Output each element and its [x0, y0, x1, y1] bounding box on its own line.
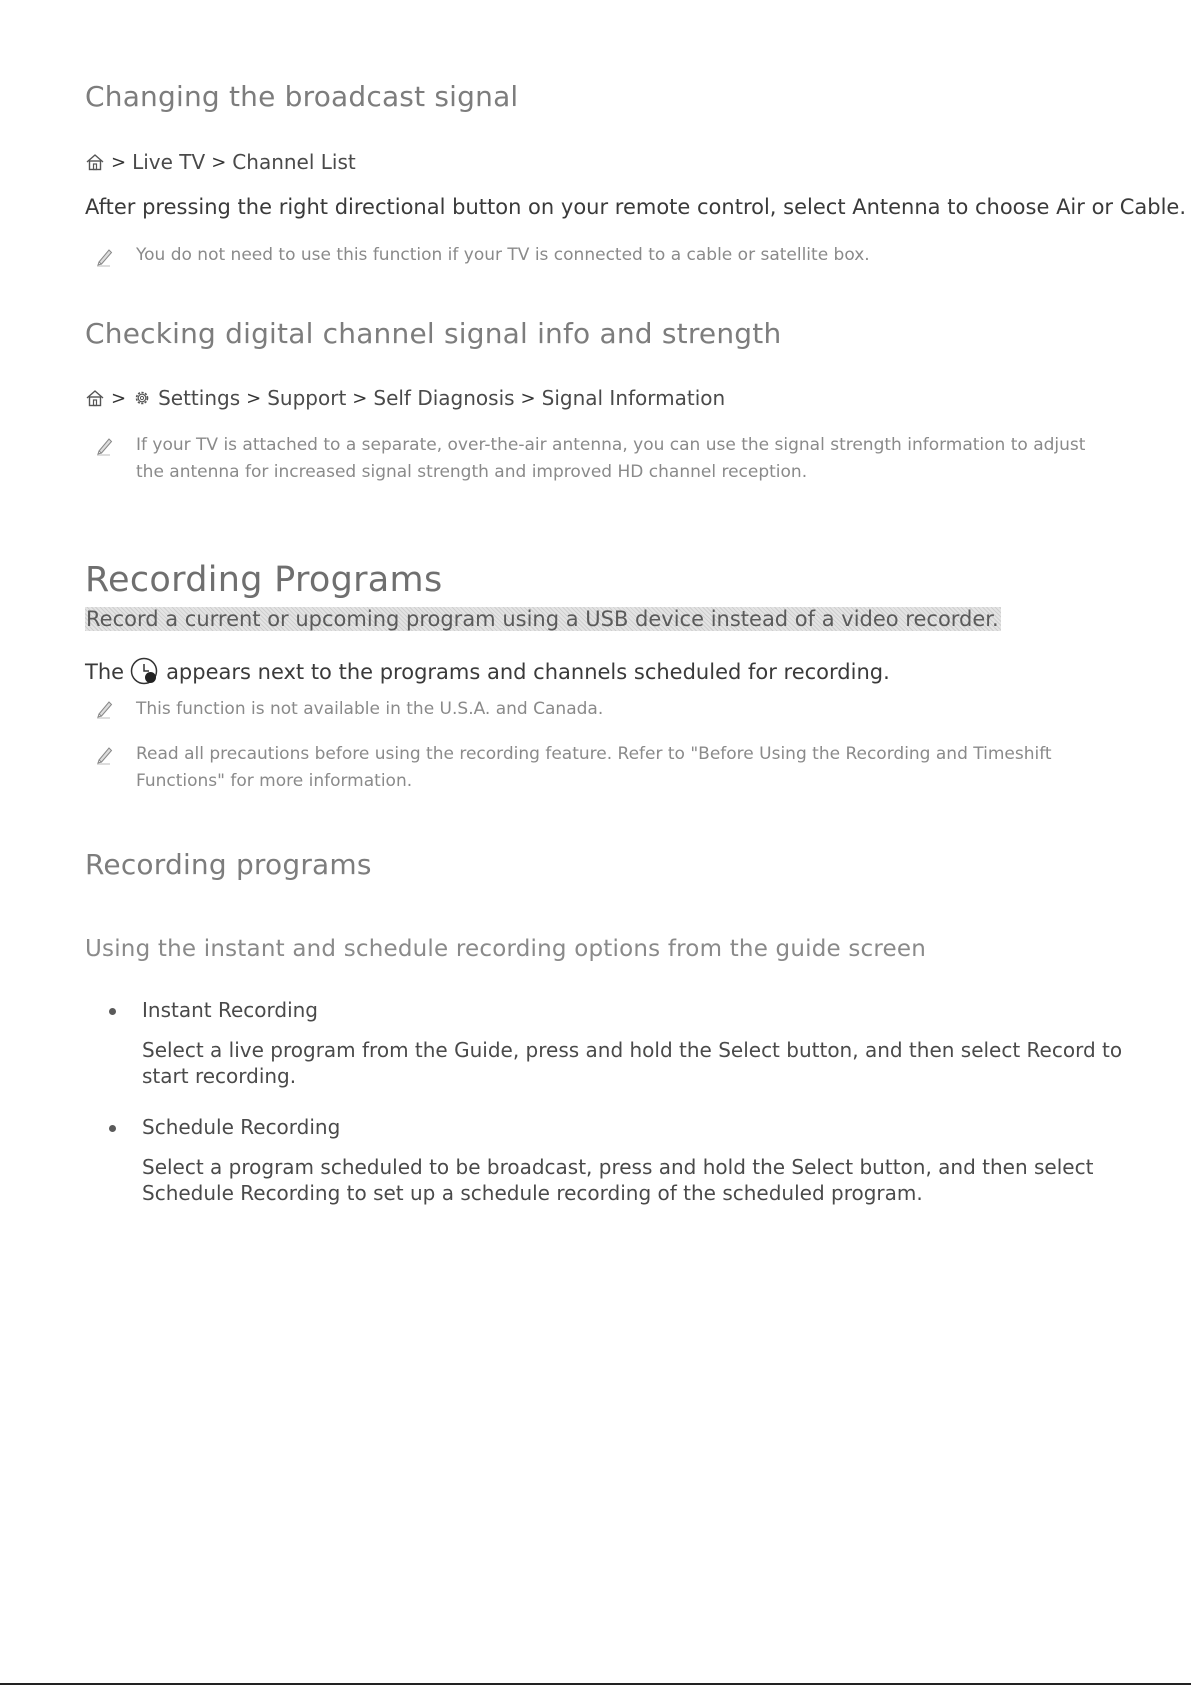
digital-note-line-1: If your TV is attached to a separate, over-the-air antenna, you can use the signal strength information to adjust — [136, 435, 1086, 455]
home-icon — [85, 152, 105, 172]
pencil-icon — [94, 697, 116, 719]
chevron-right-icon: > — [211, 151, 227, 173]
chevron-right-icon: > — [352, 387, 368, 409]
precautions-line-1: Read all precautions before using the recording feature. Refer to "Before Using the Recording and Timeshift — [136, 744, 1052, 764]
breadcrumb-item-signal-information: Signal Information — [541, 386, 726, 410]
home-icon — [85, 388, 105, 408]
schedule-desc-line-2: Schedule Recording to set up a schedule recording of the scheduled program. — [142, 1181, 923, 1205]
pencil-icon — [94, 743, 116, 765]
section-heading-digital: Checking digital channel signal info and strength — [85, 317, 782, 350]
pencil-icon — [94, 434, 116, 456]
bullet-label-schedule-recording: Schedule Recording — [142, 1115, 341, 1139]
bullet-desc-instant-recording — [142, 1037, 1142, 1089]
recording-body-prefix: The — [85, 660, 125, 684]
breadcrumb-item-self-diagnosis: Self Diagnosis — [373, 386, 515, 410]
instant-desc-line-1: Select a live program from the Guide, press and hold the Select button, and then select Record to — [142, 1038, 1123, 1062]
recording-note-availability: This function is not available in the U.S.A. and Canada. — [136, 699, 604, 719]
section-heading-recording-programs: Recording programs — [85, 848, 372, 881]
broadcast-note: You do not need to use this function if your TV is connected to a cable or satellite box. — [136, 245, 870, 265]
chevron-right-icon: > — [111, 387, 127, 409]
precautions-line-2: Functions" for more information. — [136, 771, 413, 791]
chevron-right-icon: > — [111, 151, 127, 173]
instant-desc-line-2: start recording. — [142, 1064, 297, 1088]
schedule-desc-line-1: Select a program scheduled to be broadcast, press and hold the Select button, and then select — [142, 1155, 1094, 1179]
page-title-recording: Recording Programs — [85, 560, 443, 600]
breadcrumb-item-channel-list: Channel List — [232, 150, 356, 174]
pencil-icon — [94, 245, 116, 267]
bullet-dot — [109, 1125, 116, 1132]
chevron-right-icon: > — [246, 387, 262, 409]
section-heading-broadcast: Changing the broadcast signal — [85, 80, 519, 113]
recording-body-text — [85, 655, 890, 689]
breadcrumb-item-support: Support — [267, 386, 347, 410]
digital-note — [136, 432, 1136, 486]
bullet-dot — [109, 1008, 116, 1015]
subheading-guide-screen: Using the instant and schedule recording options from the guide screen — [85, 936, 927, 962]
chevron-right-icon: > — [520, 387, 536, 409]
clock-record-icon — [128, 655, 162, 689]
gear-icon — [132, 388, 152, 408]
digital-note-line-2: the antenna for increased signal strength and improved HD channel reception. — [136, 462, 808, 482]
breadcrumb-item-settings: Settings — [158, 386, 241, 410]
breadcrumb-item-live-tv: Live TV — [132, 150, 206, 174]
broadcast-body-text: After pressing the right directional button on your remote control, select Antenna to choose Air or Cable. — [85, 195, 1187, 219]
recording-note-precautions — [136, 741, 1136, 795]
bullet-label-instant-recording: Instant Recording — [142, 998, 318, 1022]
breadcrumb-broadcast — [85, 150, 356, 174]
bullet-desc-schedule-recording — [142, 1154, 1142, 1206]
recording-body-suffix: appears next to the programs and channels scheduled for recording. — [166, 660, 890, 684]
breadcrumb-digital — [85, 386, 725, 410]
recording-tagline: Record a current or upcoming program using a USB device instead of a video recorder. — [86, 607, 999, 631]
